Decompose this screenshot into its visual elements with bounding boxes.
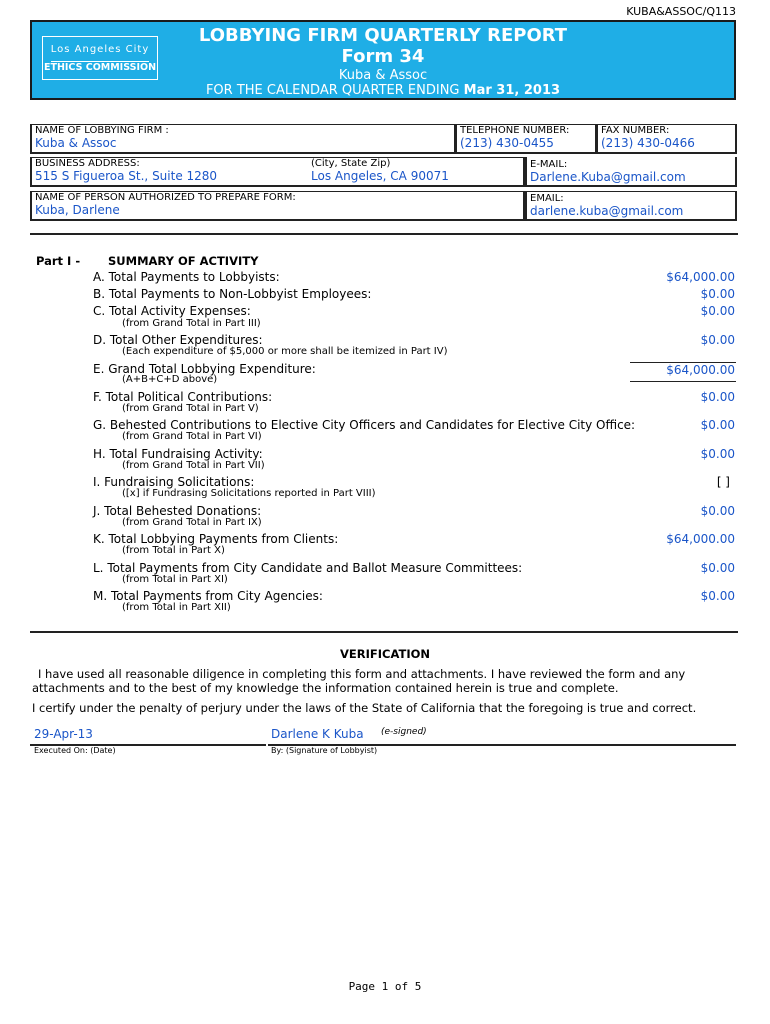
firm-name-label: NAME OF LOBBYING FIRM : xyxy=(35,125,169,136)
report-title: LOBBYING FIRM QUARTERLY REPORT xyxy=(198,25,568,46)
report-header xyxy=(30,20,736,100)
preparer-email-label: EMAIL: xyxy=(530,193,564,204)
row-h-value: $0.00 xyxy=(700,447,735,461)
telephone-field xyxy=(455,124,597,154)
row-i-checkbox: [ ] xyxy=(716,475,730,489)
row-a-value: $64,000.00 xyxy=(666,270,735,284)
row-h-note: (from Grand Total in Part VII) xyxy=(122,460,265,471)
row-j-note: (from Grand Total in Part IX) xyxy=(122,517,262,528)
fax-value: (213) 430-0466 xyxy=(601,136,695,150)
row-g-value: $0.00 xyxy=(700,418,735,432)
fax-label: FAX NUMBER: xyxy=(601,125,670,136)
divider xyxy=(30,631,738,633)
row-m-value: $0.00 xyxy=(700,589,735,603)
part-1-label: Part I - xyxy=(36,254,81,268)
row-f-note: (from Grand Total in Part V) xyxy=(122,403,259,414)
perjury-statement: I certify under the penalty of perjury under the laws of the State of California that the foregoing is true and correct. xyxy=(32,701,697,715)
preparer-label: NAME OF PERSON AUTHORIZED TO PREPARE FORM: xyxy=(35,192,296,203)
row-g-note: (from Grand Total in Part VI) xyxy=(122,431,262,442)
row-g-label: G. Behested Contributions to Elective City Officers and Candidates for Elective City Office: xyxy=(93,418,636,432)
execution-date-label: Executed On: (Date) xyxy=(34,746,116,755)
row-i-note: ([x] if Fundrasing Solicitations reported in Part VIII) xyxy=(122,488,376,499)
business-address-value: 515 S Figueroa St., Suite 1280 xyxy=(35,169,218,183)
telephone-label: TELEPHONE NUMBER: xyxy=(460,125,570,136)
document-id: KUBA&ASSOC/Q113 xyxy=(626,5,736,18)
city-state-zip-value: Los Angeles, CA 90071 xyxy=(311,169,449,183)
row-f-value: $0.00 xyxy=(700,390,735,404)
firm-name-field xyxy=(30,124,456,154)
row-a-label: A. Total Payments to Lobbyists: xyxy=(93,270,280,284)
row-d-note: (Each expenditure of $5,000 or more shall be itemized in Part IV) xyxy=(122,346,448,357)
preparer-email-value: darlene.kuba@gmail.com xyxy=(530,204,684,218)
email-label: E-MAIL: xyxy=(530,159,568,170)
preparer-value: Kuba, Darlene xyxy=(35,203,120,217)
row-c-label: C. Total Activity Expenses: xyxy=(93,304,251,318)
telephone-value: (213) 430-0455 xyxy=(460,136,554,150)
row-l-note: (from Total in Part XI) xyxy=(122,574,228,585)
row-k-value: $64,000.00 xyxy=(666,532,735,546)
row-k-label: K. Total Lobbying Payments from Clients: xyxy=(93,532,339,546)
verification-statement: I have used all reasonable diligence in completing this form and attachments. I have reviewed the form and any attachments and to the best of my knowledge the information contained herein is true and complete. xyxy=(32,667,686,695)
business-address-label: BUSINESS ADDRESS: xyxy=(35,158,140,169)
row-f-label: F. Total Political Contributions: xyxy=(93,390,273,404)
email-value: Darlene.Kuba@gmail.com xyxy=(530,170,686,184)
total-rule xyxy=(630,381,736,382)
quarter-prefix: FOR THE CALENDAR QUARTER ENDING xyxy=(205,83,460,98)
row-d-value: $0.00 xyxy=(700,333,735,347)
esigned-note: (e-signed) xyxy=(381,727,427,737)
fax-field xyxy=(596,124,737,154)
form-number: Form 34 xyxy=(341,46,425,67)
preparer-email-field xyxy=(525,191,737,221)
email-field xyxy=(525,157,737,187)
verification-title: VERIFICATION xyxy=(340,647,430,661)
row-b-value: $0.00 xyxy=(700,287,735,301)
row-k-note: (from Total in Part X) xyxy=(122,545,225,556)
row-j-value: $0.00 xyxy=(700,504,735,518)
row-b-label: B. Total Payments to Non-Lobbyist Employees: xyxy=(93,287,372,301)
row-l-label: L. Total Payments from City Candidate and Ballot Measure Committees: xyxy=(93,561,523,575)
row-h-label: H. Total Fundraising Activity: xyxy=(93,447,263,461)
row-l-value: $0.00 xyxy=(700,561,735,575)
page-number: Page 1 of 5 xyxy=(348,980,422,993)
header-firm-name: Kuba & Assoc xyxy=(338,68,428,83)
row-m-label: M. Total Payments from City Agencies: xyxy=(93,589,323,603)
preparer-field xyxy=(30,191,525,221)
logo-line-1: Los Angeles City xyxy=(50,44,150,55)
row-d-label: D. Total Other Expenditures: xyxy=(93,333,263,347)
city-state-zip-label: (City, State Zip) xyxy=(311,158,391,169)
business-address-field xyxy=(30,157,525,187)
divider xyxy=(30,233,738,235)
row-e-label: E. Grand Total Lobbying Expenditure: xyxy=(93,362,316,376)
part-1-title: SUMMARY OF ACTIVITY xyxy=(108,254,259,268)
quarter-ending xyxy=(32,83,734,98)
row-j-label: J. Total Behested Donations: xyxy=(93,504,262,518)
firm-name-value: Kuba & Assoc xyxy=(35,136,117,150)
execution-date: 29-Apr-13 xyxy=(34,727,93,741)
row-c-note: (from Grand Total in Part III) xyxy=(122,318,261,329)
row-e-value: $64,000.00 xyxy=(666,363,735,377)
signer-name: Darlene K Kuba xyxy=(271,727,364,741)
quarter-date: Mar 31, 2013 xyxy=(463,83,561,98)
signature-label: By: (Signature of Lobbyist) xyxy=(271,746,378,755)
row-i-label: I. Fundraising Solicitations: xyxy=(93,475,255,489)
row-m-note: (from Total in Part XII) xyxy=(122,602,231,613)
row-e-note: (A+B+C+D above) xyxy=(122,374,218,385)
row-c-value: $0.00 xyxy=(700,304,735,318)
logo-line-2: ETHICS COMMISSION xyxy=(43,62,157,73)
